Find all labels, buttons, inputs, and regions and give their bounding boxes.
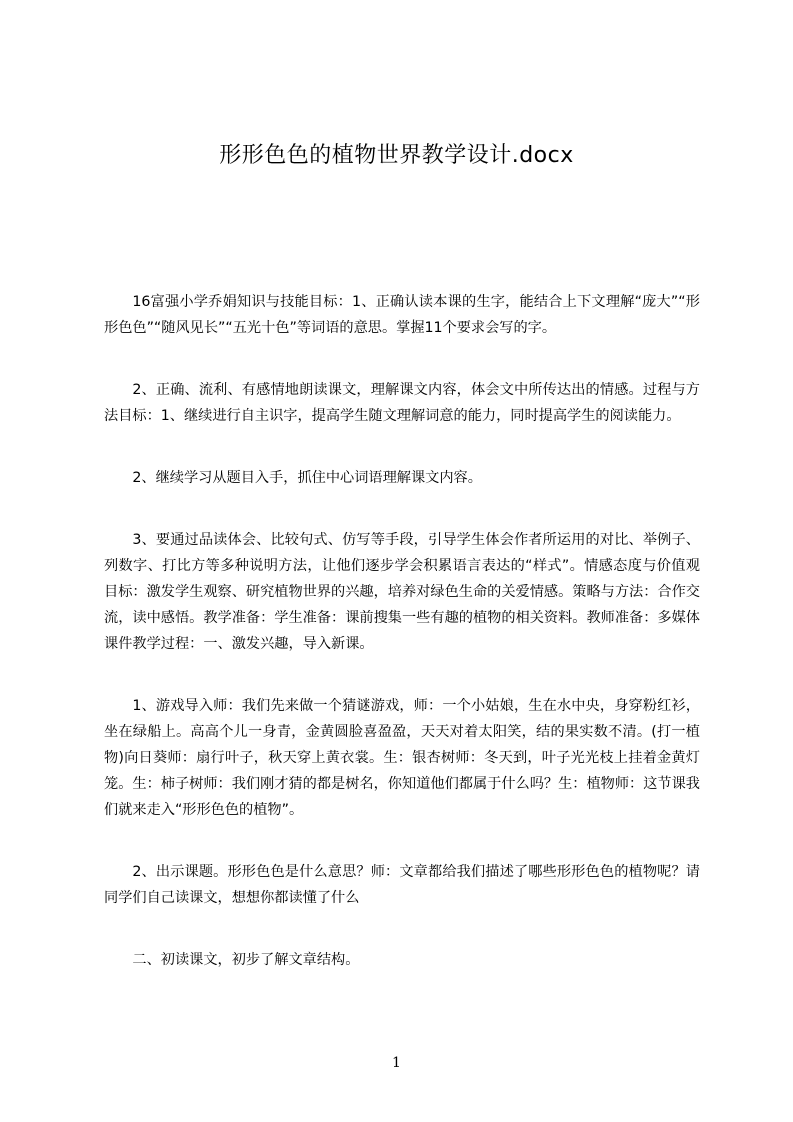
paragraph-show-topic: 2、出示课题。形形色色是什么意思？师：文章都给我们描述了哪些形形色色的植物呢？请同学们自己读课文，想想你都读懂了什么 bbox=[104, 864, 700, 906]
page-number: 1 bbox=[392, 1055, 401, 1071]
paragraph-riddle-game: 1、游戏导入师：我们先来做一个猜谜游戏，师：一个小姑娘，生在水中央，身穿粉红衫，坐在绿船上。高高个儿一身青，金黄圆脸喜盈盈，天天对着太阳笑，结的果实数不清。(打一植物)向日葵师：扇行叶子，秋天穿上黄衣裳。生：银杏树师：冬天到，叶子光光枝上挂着金黄灯笼。生：柿子树师：我们刚才猜的都是树名，你知道他们都属于什么吗？生：植物师：这节课我们就来走入“形形色色的植物”。 bbox=[104, 698, 700, 818]
paragraph-topic-entry: 2、继续学习从题目入手，抓住中心词语理解课文内容。 bbox=[132, 470, 482, 486]
paragraph-reading-goals: 2、正确、流利、有感情地朗读课文，理解课文内容，体会文中所传达出的情感。过程与方法目标：1、继续进行自主识字，提高学生随文理解词意的能力，同时提高学生的阅读能力。 bbox=[104, 382, 700, 424]
document-title: 形形色色的植物世界教学设计.docx bbox=[219, 143, 574, 168]
paragraph-first-reading: 二、初读课文，初步了解文章结构。 bbox=[132, 952, 360, 968]
paragraph-objectives: 16富强小学乔娟知识与技能目标：1、正确认读本课的生字，能结合上下文理解“庞大”“形形色色”“随风见长”“五光十色”等词语的意思。掌握11个要求会写的字。 bbox=[104, 294, 700, 336]
paragraph-methods: 3、要通过品读体会、比较句式、仿写等手段，引导学生体会作者所运用的对比、举例子、列数字、打比方等多种说明方法，让他们逐步学会积累语言表达的“样式”。情感态度与价值观目标：激发学生观察、研究植物世界的兴趣，培养对绿色生命的关爱情感。策略与方法：合作交流，读中感悟。教学准备：学生准备：课前搜集一些有趣的植物的相关资料。教师准备：多媒体课件教学过程：一、激发兴趣，导入新课。 bbox=[104, 532, 700, 652]
document-body bbox=[104, 289, 700, 1009]
